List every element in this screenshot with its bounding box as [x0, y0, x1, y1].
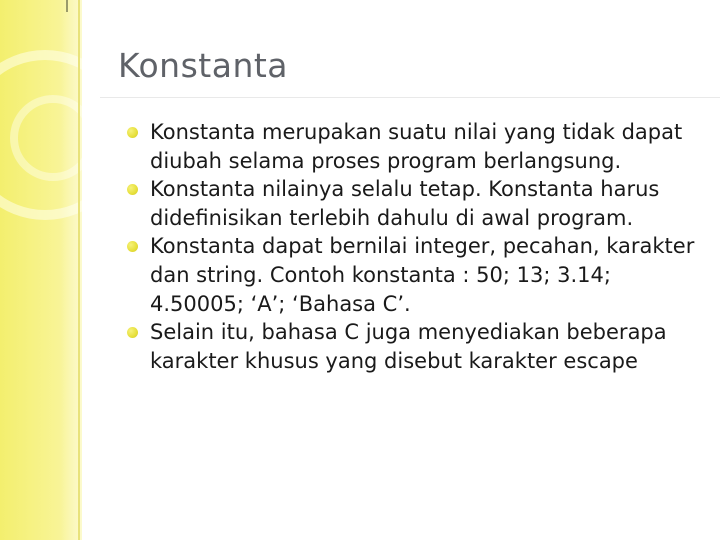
bullet-dot-icon — [127, 184, 138, 195]
bullet-text: Selain itu, bahasa C juga menyediakan beberapa karakter khusus yang disebut karakter escape — [150, 320, 667, 373]
bullet-text: Konstanta dapat bernilai integer, pecahan, karakter dan string. Contoh konstanta : 50; 13; 3.14; 4.50005; ‘A’; ‘Bahasa C’. — [150, 234, 695, 316]
bullet-item — [150, 232, 702, 318]
slide-title: Konstanta — [118, 46, 289, 85]
title-divider — [100, 97, 720, 98]
bullet-text: Konstanta nilainya selalu tetap. Konstanta harus didefinisikan terlebih dahulu di awal program. — [150, 177, 660, 230]
bullet-item — [150, 318, 702, 375]
bullet-dot-icon — [127, 241, 138, 252]
bullet-item — [150, 175, 702, 232]
bullet-text: Konstanta merupakan suatu nilai yang tidak dapat diubah selama proses program berlangsung. — [150, 120, 683, 173]
bullet-dot-icon — [127, 127, 138, 138]
bullet-list — [150, 118, 702, 375]
side-panel-edge — [78, 0, 80, 540]
decorative-side-panel — [0, 0, 82, 540]
side-panel-line — [66, 0, 68, 12]
bullet-dot-icon — [127, 327, 138, 338]
bullet-item — [150, 118, 702, 175]
